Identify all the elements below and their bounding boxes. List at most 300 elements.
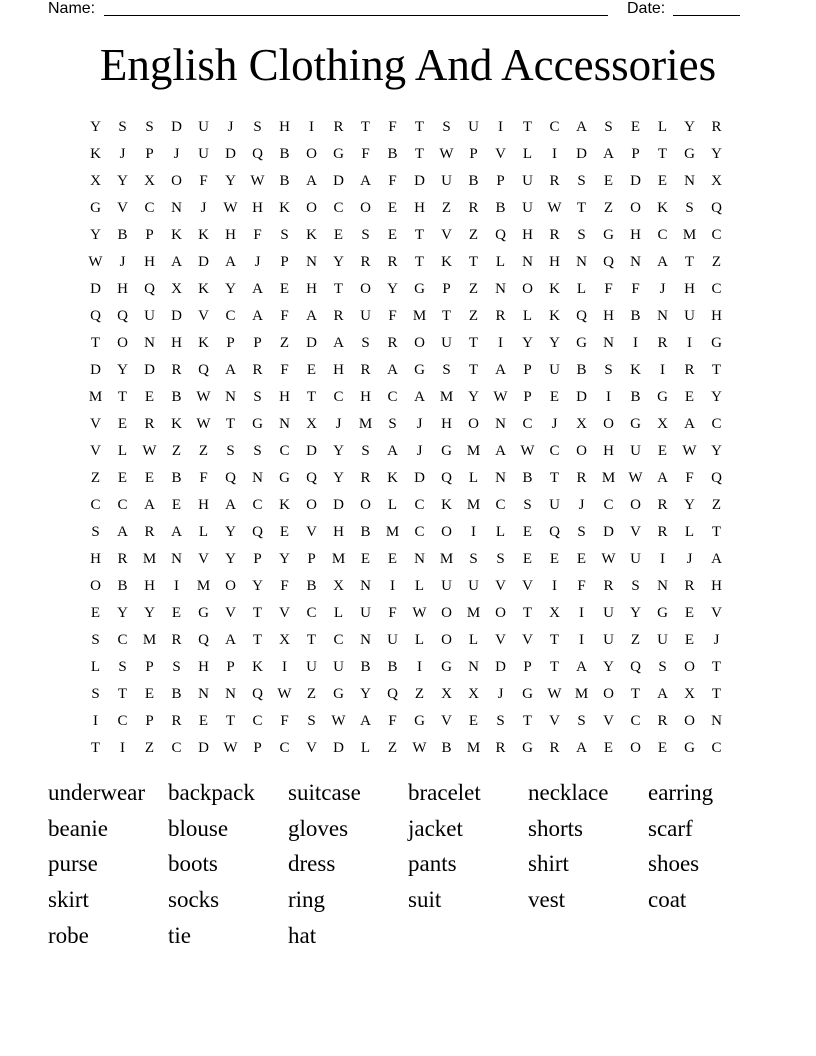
grid-cell: F xyxy=(604,281,613,297)
grid-cell: V xyxy=(306,524,317,540)
grid-cell: V xyxy=(117,200,128,216)
grid-cell: S xyxy=(253,443,262,459)
grid-cell: C xyxy=(603,497,614,513)
grid-cell: S xyxy=(685,200,694,216)
grid-cell: R xyxy=(657,335,668,351)
grid-cell: F xyxy=(631,281,640,297)
grid-cell: K xyxy=(171,416,182,432)
grid-cell: Y xyxy=(144,605,155,621)
grid-cell: F xyxy=(199,173,208,189)
grid-cell: D xyxy=(630,173,641,189)
grid-cell: M xyxy=(574,686,589,702)
grid-cell: K xyxy=(441,254,452,270)
grid-cell: A xyxy=(252,308,263,324)
grid-cell: X xyxy=(306,416,317,432)
grid-cell: A xyxy=(117,524,128,540)
grid-cell: G xyxy=(711,335,722,351)
grid-cell: D xyxy=(333,497,344,513)
grid-cell: T xyxy=(468,362,479,378)
grid-cell: V xyxy=(522,632,533,648)
grid-cell: T xyxy=(252,632,263,648)
grid-cell: Q xyxy=(225,470,236,486)
grid-cell: Z xyxy=(279,335,290,351)
grid-cell: U xyxy=(198,146,209,162)
grid-cell: V xyxy=(306,740,317,756)
grid-cell: M xyxy=(385,524,400,540)
grid-cell: V xyxy=(198,551,209,567)
grid-cell: U xyxy=(441,335,452,351)
grid-cell: N xyxy=(603,335,614,351)
grid-cell: K xyxy=(279,497,290,513)
grid-cell: H xyxy=(360,389,371,405)
grid-cell: E xyxy=(522,551,533,567)
grid-cell: G xyxy=(441,443,452,459)
grid-cell: B xyxy=(171,389,182,405)
grid-cell: Z xyxy=(468,308,479,324)
grid-cell: R xyxy=(387,335,398,351)
grid-cell: P xyxy=(145,146,154,162)
grid-cell: I xyxy=(417,659,422,675)
grid-cell: U xyxy=(360,308,371,324)
grid-cell: A xyxy=(495,362,506,378)
grid-cell: N xyxy=(711,713,722,729)
grid-cell: U xyxy=(441,173,452,189)
grid-cell: X xyxy=(144,173,155,189)
grid-cell: C xyxy=(711,227,722,243)
grid-cell: C xyxy=(279,443,290,459)
grid-cell: F xyxy=(388,173,397,189)
word-list-item: tie xyxy=(168,922,191,948)
grid-cell: E xyxy=(144,389,155,405)
grid-cell: P xyxy=(523,389,532,405)
grid-cell: E xyxy=(333,227,344,243)
grid-cell: E xyxy=(684,605,695,621)
grid-cell: O xyxy=(306,200,317,216)
grid-cell: J xyxy=(497,686,504,702)
grid-cell: E xyxy=(549,389,560,405)
grid-cell: Y xyxy=(117,362,128,378)
word-list-item: suitcase xyxy=(288,780,361,805)
grid-cell: U xyxy=(306,659,317,675)
grid-cell: B xyxy=(576,362,587,378)
grid-cell: R xyxy=(360,254,371,270)
grid-cell: Y xyxy=(711,389,722,405)
grid-cell: W xyxy=(412,605,427,621)
grid-cell: D xyxy=(333,173,344,189)
grid-cell: W xyxy=(277,686,292,702)
grid-cell: A xyxy=(171,254,182,270)
grid-cell: A xyxy=(144,497,155,513)
grid-cell: N xyxy=(279,416,290,432)
grid-cell: T xyxy=(117,686,128,702)
grid-cell: S xyxy=(145,119,154,135)
grid-cell: M xyxy=(142,632,157,648)
grid-cell: Y xyxy=(387,281,398,297)
grid-cell: I xyxy=(498,119,503,135)
grid-cell: T xyxy=(90,335,101,351)
grid-cell: Q xyxy=(495,227,506,243)
grid-cell: Y xyxy=(90,227,101,243)
grid-cell: A xyxy=(387,443,398,459)
grid-cell: U xyxy=(603,605,614,621)
grid-cell: Z xyxy=(90,470,101,486)
grid-cell: A xyxy=(225,254,236,270)
grid-cell: H xyxy=(306,281,317,297)
grid-cell: N xyxy=(306,254,317,270)
grid-cell: Y xyxy=(603,659,614,675)
grid-cell: T xyxy=(549,659,560,675)
grid-cell: S xyxy=(469,551,478,567)
grid-cell: L xyxy=(495,254,506,270)
grid-cell: C xyxy=(387,389,398,405)
grid-cell: I xyxy=(687,335,692,351)
grid-cell: R xyxy=(333,119,344,135)
grid-cell: Q xyxy=(306,470,317,486)
grid-cell: S xyxy=(172,659,181,675)
grid-cell: N xyxy=(495,416,506,432)
grid-cell: M xyxy=(601,470,616,486)
grid-cell: P xyxy=(523,362,532,378)
grid-cell: U xyxy=(630,443,641,459)
grid-cell: M xyxy=(466,740,481,756)
grid-cell: F xyxy=(685,470,694,486)
grid-cell: D xyxy=(414,173,425,189)
grid-cell: A xyxy=(306,173,317,189)
grid-cell: D xyxy=(333,740,344,756)
grid-cell: W xyxy=(223,740,238,756)
grid-cell: H xyxy=(279,389,290,405)
grid-cell: E xyxy=(657,443,668,459)
grid-cell: R xyxy=(603,578,614,594)
grid-cell: D xyxy=(198,740,209,756)
grid-cell: Y xyxy=(225,173,236,189)
grid-cell: K xyxy=(279,200,290,216)
grid-cell: E xyxy=(279,281,290,297)
grid-cell: Y xyxy=(684,497,695,513)
grid-cell: W xyxy=(223,200,238,216)
grid-cell: U xyxy=(198,119,209,135)
grid-cell: Y xyxy=(684,119,695,135)
grid-cell: S xyxy=(577,227,586,243)
grid-cell: O xyxy=(306,146,317,162)
grid-cell: H xyxy=(225,227,236,243)
grid-cell: N xyxy=(252,470,263,486)
grid-cell: D xyxy=(603,524,614,540)
grid-cell: R xyxy=(171,713,182,729)
grid-cell: J xyxy=(551,416,558,432)
grid-cell: E xyxy=(306,362,317,378)
grid-cell: G xyxy=(657,605,668,621)
word-list-item: suit xyxy=(408,887,442,913)
grid-cell: I xyxy=(390,578,395,594)
grid-cell: H xyxy=(333,524,344,540)
grid-cell: I xyxy=(309,119,314,135)
grid-cell: N xyxy=(360,632,371,648)
grid-cell: O xyxy=(495,605,506,621)
grid-cell: H xyxy=(198,659,209,675)
grid-cell: E xyxy=(549,551,560,567)
grid-cell: G xyxy=(684,740,695,756)
grid-cell: E xyxy=(198,713,209,729)
grid-cell: F xyxy=(577,578,586,594)
grid-cell: Q xyxy=(252,686,263,702)
grid-cell: F xyxy=(280,713,289,729)
grid-cell: O xyxy=(441,524,452,540)
grid-cell: I xyxy=(552,146,557,162)
grid-cell: A xyxy=(333,335,344,351)
grid-cell: U xyxy=(468,119,479,135)
grid-cell: E xyxy=(684,632,695,648)
grid-cell: W xyxy=(547,686,562,702)
grid-cell: W xyxy=(493,389,508,405)
grid-cell: T xyxy=(414,119,425,135)
grid-cell: E xyxy=(630,119,641,135)
grid-cell: H xyxy=(711,308,722,324)
grid-cell: C xyxy=(414,497,425,513)
word-list-item: blouse xyxy=(168,815,229,841)
grid-cell: G xyxy=(684,146,695,162)
grid-cell: L xyxy=(333,605,344,621)
grid-cell: Q xyxy=(90,308,101,324)
grid-cell: N xyxy=(657,578,668,594)
grid-cell: T xyxy=(522,605,533,621)
word-list-item: shoes xyxy=(648,851,700,877)
grid-cell: O xyxy=(630,497,641,513)
grid-cell: I xyxy=(498,335,503,351)
grid-cell: W xyxy=(628,470,643,486)
grid-cell: R xyxy=(657,713,668,729)
grid-cell: T xyxy=(549,470,560,486)
grid-cell: F xyxy=(388,308,397,324)
grid-cell: U xyxy=(360,605,371,621)
grid-cell: F xyxy=(280,362,289,378)
grid-cell: C xyxy=(306,605,317,621)
grid-cell: L xyxy=(684,524,695,540)
grid-cell: Y xyxy=(90,119,101,135)
grid-cell: B xyxy=(441,740,452,756)
grid-cell: L xyxy=(414,632,425,648)
grid-cell: Y xyxy=(333,470,344,486)
grid-cell: T xyxy=(225,713,236,729)
grid-cell: N xyxy=(414,551,425,567)
grid-cell: C xyxy=(279,740,290,756)
grid-cell: E xyxy=(657,173,668,189)
grid-cell: S xyxy=(253,389,262,405)
grid-cell: P xyxy=(253,551,262,567)
grid-cell: O xyxy=(684,659,695,675)
grid-cell: C xyxy=(414,524,425,540)
grid-cell: R xyxy=(117,551,128,567)
grid-cell: S xyxy=(91,632,100,648)
grid-cell: L xyxy=(414,578,425,594)
grid-cell: C xyxy=(630,713,641,729)
grid-cell: C xyxy=(711,281,722,297)
grid-cell: O xyxy=(90,578,101,594)
grid-cell: C xyxy=(549,443,560,459)
grid-cell: W xyxy=(682,443,697,459)
grid-cell: R xyxy=(684,578,695,594)
word-list-item: shirt xyxy=(528,851,569,877)
grid-cell: N xyxy=(171,200,182,216)
grid-cell: Y xyxy=(225,281,236,297)
grid-cell: D xyxy=(171,119,182,135)
grid-cell: P xyxy=(469,146,478,162)
grid-cell: Z xyxy=(468,281,479,297)
grid-cell: X xyxy=(441,686,452,702)
grid-cell: K xyxy=(657,200,668,216)
grid-cell: D xyxy=(225,146,236,162)
grid-cell: G xyxy=(522,686,533,702)
grid-cell: G xyxy=(576,335,587,351)
word-list-item: jacket xyxy=(408,815,463,841)
grid-cell: D xyxy=(144,362,155,378)
grid-cell: Q xyxy=(252,524,263,540)
grid-cell: W xyxy=(331,713,346,729)
grid-cell: O xyxy=(684,713,695,729)
grid-cell: Z xyxy=(414,686,425,702)
grid-cell: A xyxy=(387,362,398,378)
grid-cell: D xyxy=(576,146,587,162)
grid-cell: V xyxy=(630,524,641,540)
header xyxy=(0,0,816,20)
grid-cell: S xyxy=(577,173,586,189)
grid-cell: G xyxy=(414,713,425,729)
grid-cell: G xyxy=(522,740,533,756)
word-list-item: ring xyxy=(288,887,326,913)
grid-cell: I xyxy=(660,551,665,567)
grid-cell: H xyxy=(630,227,641,243)
grid-cell: C xyxy=(144,200,155,216)
grid-cell: L xyxy=(522,146,533,162)
grid-cell: V xyxy=(522,578,533,594)
word-list-item: hat xyxy=(288,922,317,948)
grid-cell: T xyxy=(468,335,479,351)
grid-cell: Y xyxy=(522,335,533,351)
grid-cell: K xyxy=(90,146,101,162)
grid-cell: Q xyxy=(630,659,641,675)
grid-cell: V xyxy=(603,713,614,729)
grid-cell: K xyxy=(549,308,560,324)
grid-cell: T xyxy=(90,740,101,756)
grid-cell: B xyxy=(117,227,128,243)
grid-cell: Y xyxy=(711,146,722,162)
grid-cell: C xyxy=(225,308,236,324)
grid-cell: G xyxy=(252,416,263,432)
word-list-item: scarf xyxy=(648,815,693,841)
grid-cell: S xyxy=(496,713,505,729)
grid-cell: V xyxy=(90,416,101,432)
grid-cell: C xyxy=(117,713,128,729)
grid-cell: A xyxy=(225,497,236,513)
grid-cell: T xyxy=(360,119,371,135)
grid-cell: Q xyxy=(144,281,155,297)
grid-cell: A xyxy=(360,713,371,729)
grid-cell: N xyxy=(495,470,506,486)
grid-cell: Y xyxy=(252,578,263,594)
grid-cell: V xyxy=(441,227,452,243)
grid-cell: V xyxy=(711,605,722,621)
letter-grid xyxy=(82,114,734,762)
grid-cell: I xyxy=(579,632,584,648)
grid-cell: U xyxy=(603,632,614,648)
grid-cell: R xyxy=(495,308,506,324)
grid-cell: H xyxy=(198,497,209,513)
word-list-item: shorts xyxy=(528,815,583,841)
grid-cell: T xyxy=(522,119,533,135)
grid-cell: L xyxy=(468,632,479,648)
grid-cell: U xyxy=(630,551,641,567)
grid-cell: Y xyxy=(468,389,479,405)
grid-cell: E xyxy=(468,713,479,729)
date-line xyxy=(673,15,740,16)
grid-cell: B xyxy=(387,659,398,675)
grid-cell: Q xyxy=(441,470,452,486)
grid-cell: M xyxy=(412,308,427,324)
grid-cell: J xyxy=(173,146,180,162)
grid-cell: E xyxy=(117,470,128,486)
grid-cell: Q xyxy=(576,308,587,324)
grid-cell: G xyxy=(198,605,209,621)
grid-cell: A xyxy=(576,740,587,756)
grid-cell: W xyxy=(601,551,616,567)
grid-cell: E xyxy=(171,605,182,621)
grid-cell: S xyxy=(91,686,100,702)
grid-cell: R xyxy=(171,632,182,648)
grid-cell: E xyxy=(279,524,290,540)
grid-cell: V xyxy=(279,605,290,621)
grid-cell: T xyxy=(117,389,128,405)
grid-cell: O xyxy=(603,416,614,432)
grid-cell: O xyxy=(603,686,614,702)
grid-cell: M xyxy=(439,389,454,405)
grid-cell: Y xyxy=(333,443,344,459)
grid-cell: J xyxy=(119,254,126,270)
grid-cell: X xyxy=(279,632,290,648)
grid-cell: E xyxy=(360,551,371,567)
grid-cell: H xyxy=(603,308,614,324)
grid-cell: B xyxy=(279,146,290,162)
grid-cell: U xyxy=(657,632,668,648)
grid-cell: B xyxy=(522,470,533,486)
grid-cell: E xyxy=(387,551,398,567)
grid-cell: J xyxy=(713,632,720,648)
grid-cell: X xyxy=(549,605,560,621)
grid-cell: D xyxy=(90,281,101,297)
grid-cell: K xyxy=(198,335,209,351)
grid-cell: G xyxy=(333,146,344,162)
grid-cell: O xyxy=(576,443,587,459)
grid-cell: X xyxy=(90,173,101,189)
grid-cell: U xyxy=(684,308,695,324)
grid-cell: T xyxy=(576,200,587,216)
grid-cell: Q xyxy=(711,200,722,216)
grid-cell: N xyxy=(198,686,209,702)
grid-cell: V xyxy=(225,605,236,621)
grid-cell: N xyxy=(225,389,236,405)
grid-cell: R xyxy=(684,362,695,378)
grid-cell: N xyxy=(468,659,479,675)
grid-cell: T xyxy=(711,686,722,702)
grid-cell: Y xyxy=(549,335,560,351)
grid-cell: R xyxy=(657,497,668,513)
grid-cell: Z xyxy=(441,200,452,216)
grid-cell: A xyxy=(225,362,236,378)
grid-cell: N xyxy=(576,254,587,270)
grid-cell: M xyxy=(196,578,211,594)
grid-cell: V xyxy=(495,146,506,162)
grid-cell: S xyxy=(307,713,316,729)
grid-cell: O xyxy=(360,200,371,216)
